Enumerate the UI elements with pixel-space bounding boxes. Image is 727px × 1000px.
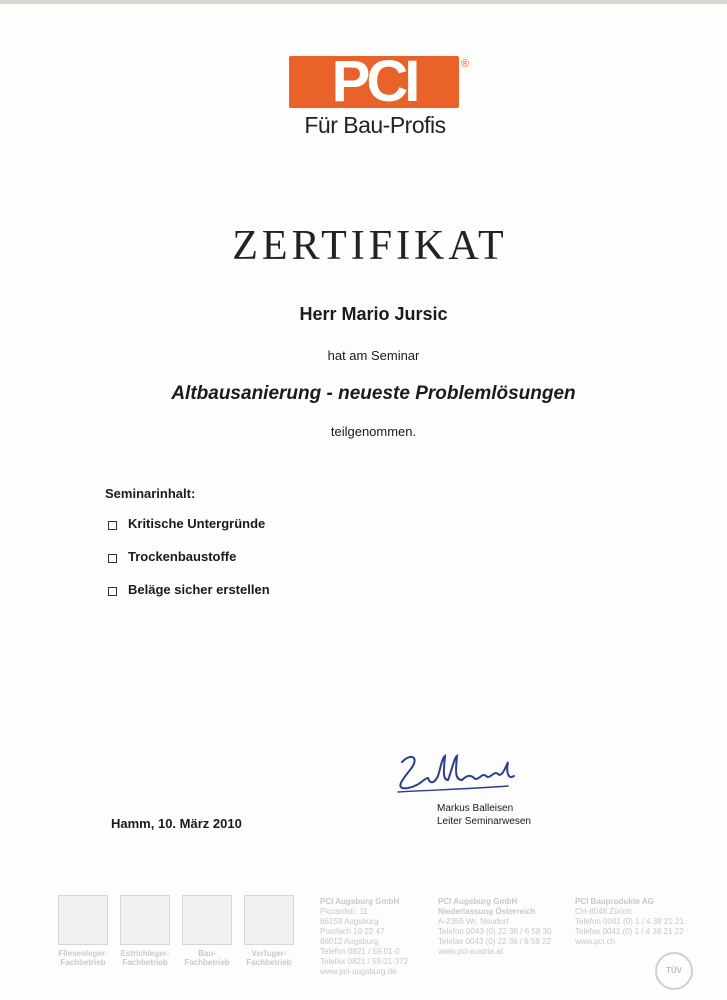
address-line: www.pci-austria.at [438, 947, 503, 956]
address-line: CH-8048 Zürich [575, 907, 632, 916]
badge [182, 895, 232, 967]
list-item-label: Trockenbaustoffe [128, 549, 237, 564]
grout-icon [244, 895, 294, 945]
badge [58, 895, 108, 967]
signer-block [437, 802, 531, 828]
list-item [108, 516, 270, 549]
address-heading: PCI Bauprodukte AG [575, 897, 654, 906]
address-heading: Niederlassung Österreich [438, 907, 536, 916]
address-line: 86012 Augsburg [320, 937, 379, 946]
badge-label: Verfuger- Fachbetrieb [246, 949, 292, 967]
address-heading: PCI Augsburg GmbH [438, 897, 518, 906]
logo-tagline: Für Bau-Profis [304, 112, 446, 138]
badge-label: Fliesenleger- Fachbetrieb [58, 949, 108, 967]
certificate-title: ZERTIFIKAT [232, 223, 508, 269]
intro-text: hat am Seminar [327, 348, 420, 363]
signer-role: Leiter Seminarwesen [437, 816, 531, 827]
address-line: Telefax 0043 (0) 22 36 / 6 58 22 [438, 937, 551, 946]
checkbox-icon [108, 521, 117, 530]
address-augsburg [320, 897, 408, 977]
content-list [108, 516, 270, 615]
address-line: Telefon 0041 (0) 1 / 4 38 21 21 [575, 917, 684, 926]
badge [244, 895, 294, 967]
pci-logo [289, 49, 471, 140]
address-line: www.pci-augsburg.de [320, 967, 397, 976]
address-line: Piccardstr. 11 [320, 907, 368, 916]
house-icon [182, 895, 232, 945]
list-item-label: Beläge sicher erstellen [128, 582, 270, 597]
address-heading: PCI Augsburg GmbH [320, 897, 400, 906]
checkbox-icon [108, 554, 117, 563]
badge-label: Estrichleger- Fachbetrieb [120, 949, 170, 967]
list-item [108, 549, 270, 582]
recipient-name: Herr Mario Jursic [299, 304, 448, 324]
tuv-seal-icon: TÜV [655, 952, 693, 990]
signature [390, 748, 530, 798]
list-item [108, 582, 270, 615]
outro-text: teilgenommen. [330, 424, 417, 439]
seminar-title: Altbausanierung - neueste Problemlösungen [171, 383, 576, 404]
address-line: Telefax 0821 / 59 01-372 [320, 957, 409, 966]
content-heading: Seminarinhalt: [105, 486, 196, 501]
page-edge [0, 0, 727, 4]
address-switzerland [575, 897, 684, 947]
address-line: Telefax 0041 (0) 1 / 4 38 21 22 [575, 927, 684, 936]
signer-name: Markus Balleisen [437, 803, 514, 814]
address-austria [438, 897, 551, 957]
address-line: Postfach 10 22 47 [320, 927, 385, 936]
tile-icon [58, 895, 108, 945]
registered-mark: ® [461, 58, 470, 70]
screed-icon [120, 895, 170, 945]
place-date: Hamm, 10. März 2010 [111, 816, 242, 831]
list-item-label: Kritische Untergründe [128, 516, 266, 531]
address-line: Telefon 0821 / 59 01-0 [320, 947, 400, 956]
badge [120, 895, 170, 967]
checkbox-icon [108, 587, 117, 596]
address-line: www.pci.ch [575, 937, 616, 946]
address-line: A-2355 Wr. Neudorf [438, 917, 509, 926]
logo-letters: PCI [289, 56, 459, 108]
badge-label: Bau- Fachbetrieb [184, 949, 230, 967]
certification-badges [58, 895, 298, 967]
address-line: Telefon 0043 (0) 22 36 / 6 58 30 [438, 927, 552, 936]
address-line: 86159 Augsburg [320, 917, 379, 926]
